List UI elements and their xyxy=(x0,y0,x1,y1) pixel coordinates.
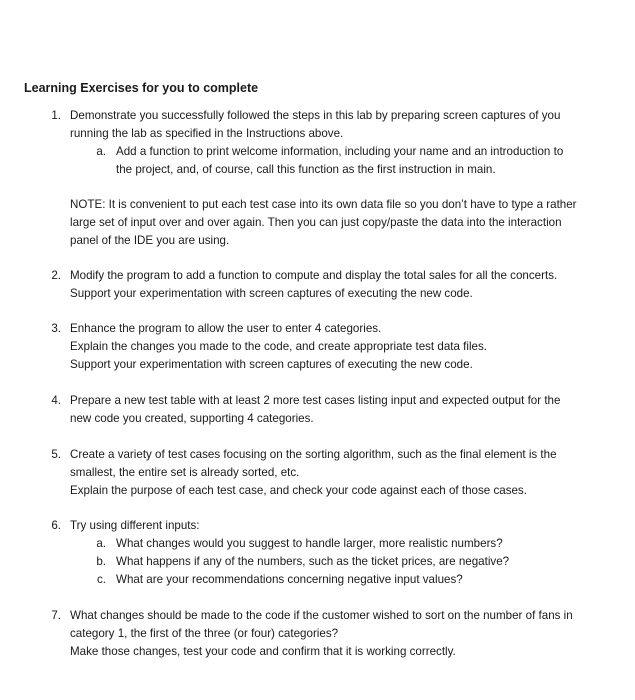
subitem-letter: a. xyxy=(96,537,106,550)
exercise-text-line: Modify the program to add a function to compute and display the total sales for all the concerts. xyxy=(70,269,558,282)
exercise-text-line: Explain the purpose of each test case, and check your code against each of those cases. xyxy=(70,484,527,497)
exercise-number: 1. xyxy=(51,109,61,122)
exercise-text-line: new code you created, supporting 4 categories. xyxy=(70,412,314,425)
exercise-number: 2. xyxy=(51,269,61,282)
subitem-text-line: the project, and, of course, call this function as the first instruction in main. xyxy=(116,163,496,176)
subitem-text-line: What happens if any of the numbers, such as the ticket prices, are negative? xyxy=(116,555,510,568)
exercise-text-line: What changes should be made to the code if the customer wished to sort on the number of fans in xyxy=(70,609,573,622)
note-text-line: panel of the IDE you are using. xyxy=(70,234,230,247)
exercise-text-line: Make those changes, test your code and confirm that it is working correctly. xyxy=(70,645,456,658)
exercise-text-line: running the lab as specified in the Instructions above. xyxy=(70,127,344,140)
exercise-text-line: Enhance the program to allow the user to enter 4 categories. xyxy=(70,322,382,335)
subitem-text-line: What changes would you suggest to handle larger, more realistic numbers? xyxy=(116,537,503,550)
exercise-number: 6. xyxy=(51,519,61,532)
exercise-text-line: Support your experimentation with screen captures of executing the new code. xyxy=(70,287,473,300)
subitem-letter: b. xyxy=(96,555,106,568)
note-text-line: large set of input over and over again. Then you can just copy/paste the data into the interaction xyxy=(70,216,562,229)
subitem-letter: c. xyxy=(96,573,106,586)
exercise-text-line: category 1, the first of the three (or four) categories? xyxy=(70,627,339,640)
exercise-number: 4. xyxy=(51,394,61,407)
exercise-text-line: Create a variety of test cases focusing on the sorting algorithm, such as the final element is the xyxy=(70,448,557,461)
exercise-number: 3. xyxy=(51,322,61,335)
subitem-letter: a. xyxy=(96,145,106,158)
subitem-text-line: What are your recommendations concerning negative input values? xyxy=(116,573,463,586)
exercise-text-line: Explain the changes you made to the code, and create appropriate test data files. xyxy=(70,340,488,353)
exercise-text-line: Try using different inputs: xyxy=(70,519,200,532)
subitem-text-line: Add a function to print welcome information, including your name and an introduction to xyxy=(116,145,564,158)
exercise-number: 7. xyxy=(51,609,61,622)
exercise-number: 5. xyxy=(51,448,61,461)
exercise-text-line: smallest, the entire set is already sorted, etc. xyxy=(70,466,300,479)
exercise-text-line: Demonstrate you successfully followed the steps in this lab by preparing screen captures of you xyxy=(70,109,561,122)
note-text-line: NOTE: It is convenient to put each test case into its own data file so you don’t have to type a rather xyxy=(70,198,577,211)
exercise-text-line: Prepare a new test table with at least 2 more test cases listing input and expected output for the xyxy=(70,394,561,407)
exercise-text-line: Support your experimentation with screen captures of executing the new code. xyxy=(70,358,473,371)
section-heading: Learning Exercises for you to complete xyxy=(24,81,259,95)
